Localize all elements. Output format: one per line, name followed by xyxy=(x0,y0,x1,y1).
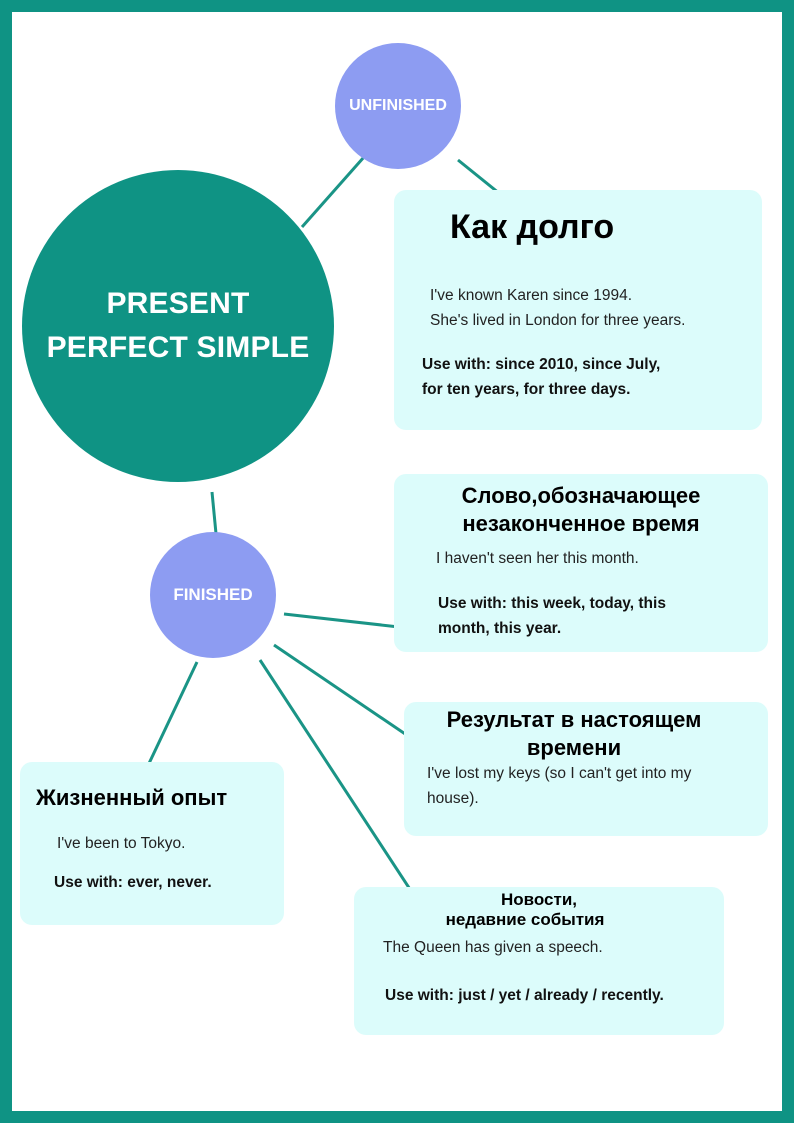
unfinished-node xyxy=(335,43,461,169)
unfinished-time-example-1: I haven't seen her this month. xyxy=(436,550,639,567)
present-result-title-2: времени xyxy=(526,735,622,760)
how-long-example-1: I've known Karen since 1994. xyxy=(430,287,632,304)
present-result-example-1: I've lost my keys (so I can't get into my xyxy=(427,765,692,782)
connector-main-unfinished xyxy=(302,157,364,227)
unfinished-label: UNFINISHED xyxy=(349,97,447,114)
unfinished-time-use-2: month, this year. xyxy=(438,620,562,637)
present-result-example-2: house). xyxy=(427,790,479,807)
unfinished-time-title-2: незаконченное время xyxy=(462,511,700,536)
finished-node xyxy=(150,532,276,658)
life-experience-example-1: I've been to Tokyo. xyxy=(57,835,186,852)
life-experience-box xyxy=(20,762,284,925)
life-experience-title: Жизненный опыт xyxy=(36,785,228,810)
finished-label: FINISHED xyxy=(173,585,253,604)
how-long-use-1: Use with: since 2010, since July, xyxy=(422,356,661,373)
how-long-box xyxy=(394,190,762,430)
main-title-line2: PERFECT SIMPLE xyxy=(46,331,310,364)
present-perfect-circle xyxy=(22,170,334,482)
how-long-use-2: for ten years, for three days. xyxy=(422,381,631,398)
how-long-title: Как долго xyxy=(450,208,615,246)
connector-finished-result xyxy=(274,645,417,742)
how-long-example-2: She's lived in London for three years. xyxy=(430,312,686,329)
unfinished-time-title-1: Слово,обозначающее xyxy=(461,483,701,508)
unfinished-time-word-box xyxy=(394,474,768,652)
recent-news-example-1: The Queen has given a speech. xyxy=(383,939,603,956)
recent-news-use-1: Use with: just / yet / already / recently. xyxy=(385,987,664,1004)
recent-news-title-2: недавние события xyxy=(445,910,605,929)
present-result-title-1: Результат в настоящем xyxy=(446,707,702,732)
connector-finished-experience xyxy=(144,662,197,774)
present-result-box xyxy=(404,702,768,836)
unfinished-time-use-1: Use with: this week, today, this xyxy=(438,595,666,612)
life-experience-use-1: Use with: ever, never. xyxy=(54,874,212,891)
main-title-line1: PRESENT xyxy=(106,287,250,320)
recent-news-box xyxy=(354,887,724,1035)
recent-news-title-1: Новости, xyxy=(500,890,577,909)
connector-finished-unfinished-time xyxy=(284,614,408,628)
